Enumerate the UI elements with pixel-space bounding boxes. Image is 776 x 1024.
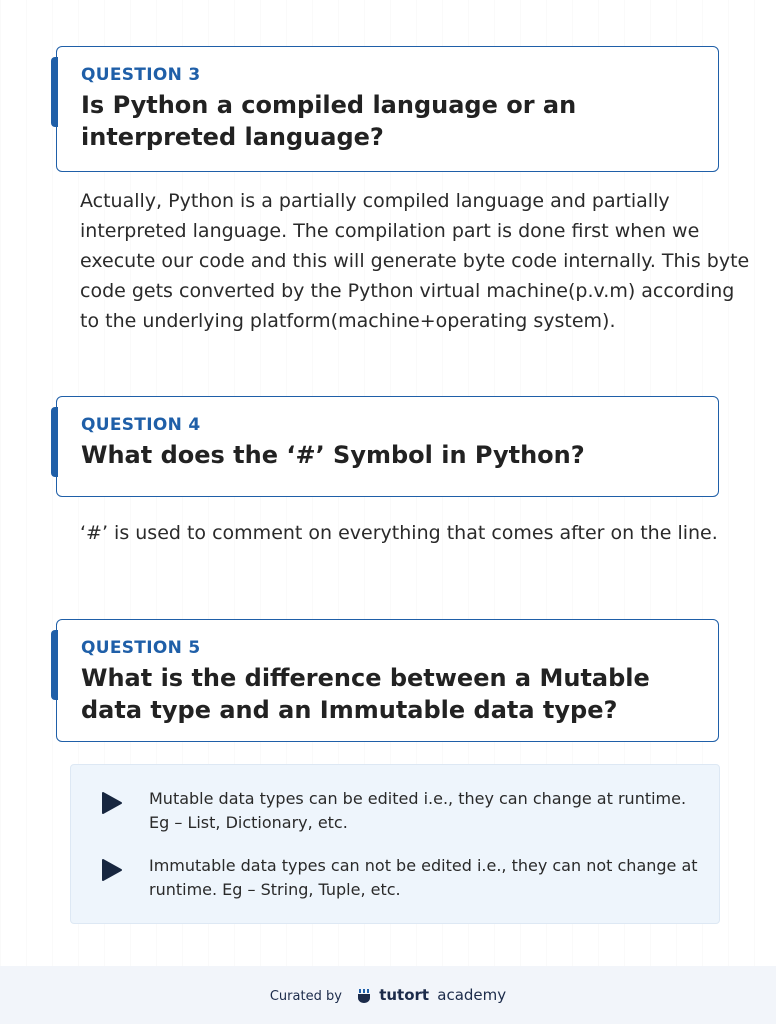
- play-triangle-icon: [101, 791, 123, 815]
- answer-3: Actually, Python is a partially compiled language and partially interpreted language. The compilation part is done first when we execute our code and this will generate byte code internally. This byte code gets converted by the Python virtual machine(p.v.m) according to the underlying platform(machine+operating system).: [80, 190, 750, 332]
- question-label: QUESTION 3: [81, 65, 201, 85]
- question-title-line-1: What does the ‘#’ Symbol in Python?: [81, 441, 585, 469]
- bullet-text: Immutable data types can not be edited i.e., they can not change at runtime. Eg – String, Tuple, etc.: [149, 856, 698, 899]
- tutort-logo-icon: [358, 989, 370, 1003]
- question-title-line-1: What is the difference between a Mutable: [81, 664, 650, 692]
- question-title-line-2: interpreted language?: [81, 123, 384, 151]
- question-card-4: [56, 396, 719, 497]
- bullet-text: Mutable data types can be edited i.e., they can change at runtime. Eg – List, Dictionary, etc.: [149, 789, 687, 832]
- question-card-3: [56, 46, 719, 172]
- brand-name: tutort: [379, 986, 430, 1004]
- footer: [0, 966, 776, 1024]
- question-card-5: [56, 619, 719, 742]
- question-title-line-2: data type and an Immutable data type?: [81, 696, 618, 724]
- footer-credit: [0, 986, 776, 1006]
- play-triangle-icon: [101, 858, 123, 882]
- curated-by-label: Curated by: [269, 989, 342, 1004]
- question-title-line-1: Is Python a compiled language or an: [81, 91, 577, 119]
- answer-4: ‘#’ is used to comment on everything that comes after on the line.: [80, 522, 718, 544]
- question-label: QUESTION 4: [81, 415, 201, 435]
- answer-5-bullets: [70, 764, 720, 924]
- question-label: QUESTION 5: [81, 638, 201, 658]
- brand-suffix: academy: [437, 986, 507, 1004]
